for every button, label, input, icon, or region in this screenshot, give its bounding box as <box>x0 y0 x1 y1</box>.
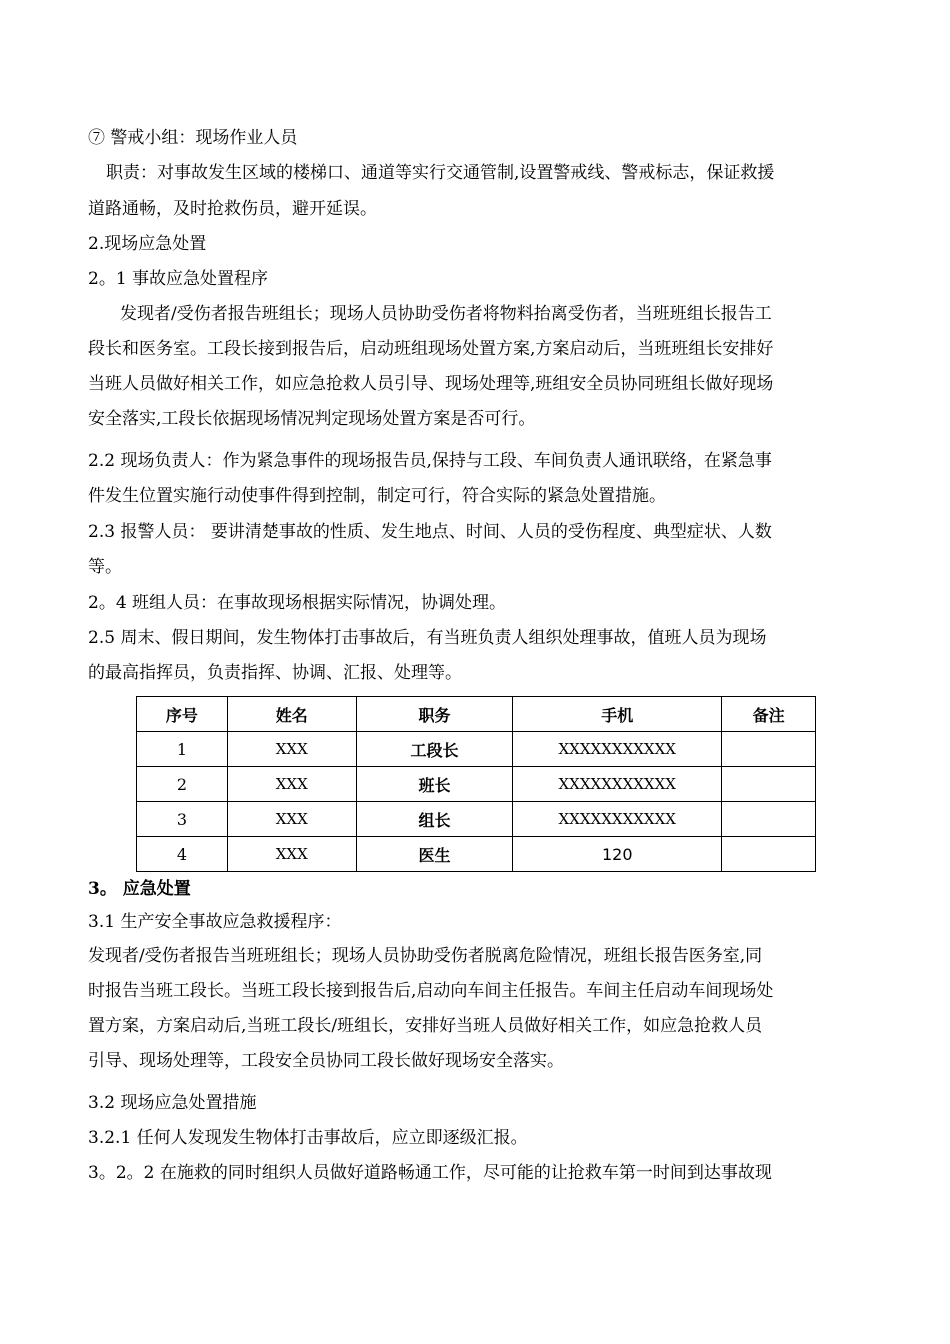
header-cell: 手机 <box>513 697 722 732</box>
cell-index: 1 <box>137 732 228 767</box>
text-line: 当班人员做好相关工作，如应急抢救人员引导、现场处理等,班组安全员协同班组长做好现场 <box>88 374 774 394</box>
header-cell: 职务 <box>356 697 513 732</box>
cell-note <box>722 767 816 802</box>
table-header-row <box>137 697 816 732</box>
text-line: 2。4 班组人员：在事故现场根据实际情况，协调处理。 <box>88 593 507 613</box>
text-line: 等。 <box>88 557 122 577</box>
text-line: 2.2 现场负责人：作为紧急事件的现场报告员,保持与工段、车间负责人通讯联络，在紧急事 <box>88 451 772 471</box>
cell-name: XXX <box>227 802 356 837</box>
table-row <box>137 837 816 872</box>
cell-duty: 医生 <box>356 837 513 872</box>
text-line: 3.2.1 任何人发现发生物体打击事故后，应立即逐级汇报。 <box>88 1128 528 1148</box>
text-line: 段长和医务室。工段长接到报告后，启动班组现场处置方案,方案启动后，当班班组长安排好 <box>88 339 774 359</box>
table-row <box>137 732 816 767</box>
text-line: 2.3 报警人员： 要讲清楚事故的性质、发生地点、时间、人员的受伤程度、典型症状、人数 <box>88 522 772 542</box>
cell-index: 2 <box>137 767 228 802</box>
cell-name: XXX <box>227 732 356 767</box>
text-line: 发现者/受伤者报告当班班组长；现场人员协助受伤者脱离危险情况，班组长报告医务室,同 <box>88 946 763 966</box>
subsection-heading: 2。1 事故应急处置程序 <box>88 269 269 289</box>
text-line: 道路通畅，及时抢救伤员，避开延误。 <box>88 199 377 219</box>
text-line: 的最高指挥员，负责指挥、协调、汇报、处理等。 <box>88 663 462 683</box>
cell-duty: 班长 <box>356 767 513 802</box>
cell-note <box>722 732 816 767</box>
table-row <box>137 802 816 837</box>
contact-table <box>136 696 816 872</box>
header-cell: 备注 <box>722 697 816 732</box>
header-cell: 姓名 <box>227 697 356 732</box>
cell-phone: 120 <box>513 837 722 872</box>
cell-duty: 工段长 <box>356 732 513 767</box>
table-row <box>137 767 816 802</box>
text-line: 时报告当班工段长。当班工段长接到报告后,启动向车间主任报告。车间主任启动车间现场处 <box>88 981 774 1001</box>
text-line: ⑦ 警戒小组：现场作业人员 <box>88 128 298 148</box>
cell-phone: XXXXXXXXXXX <box>513 767 722 802</box>
subsection-heading: 3.2 现场应急处置措施 <box>88 1093 257 1113</box>
cell-note <box>722 837 816 872</box>
cell-index: 4 <box>137 837 228 872</box>
text-line: 安全落实,工段长依据现场情况判定现场处置方案是否可行。 <box>88 409 536 429</box>
text-line: 引导、现场处理等，工段安全员协同工段长做好现场安全落实。 <box>88 1051 564 1071</box>
text-line: 3。2。2 在施救的同时组织人员做好道路畅通工作，尽可能的让抢救车第一时间到达事故现 <box>88 1163 772 1183</box>
cell-name: XXX <box>227 837 356 872</box>
text-line: 发现者/受伤者报告班组长；现场人员协助受伤者将物料抬离受伤者，当班班组长报告工 <box>120 304 772 324</box>
cell-phone: XXXXXXXXXXX <box>513 802 722 837</box>
cell-note <box>722 802 816 837</box>
text-line: 职责：对事故发生区域的楼梯口、通道等实行交通管制,设置警戒线、警戒标志，保证救援 <box>106 163 775 183</box>
text-line: 2.5 周末、假日期间，发生物体打击事故后，有当班负责人组织处理事故，值班人员为现场 <box>88 628 767 648</box>
cell-name: XXX <box>227 767 356 802</box>
cell-phone: XXXXXXXXXXX <box>513 732 722 767</box>
cell-duty: 组长 <box>356 802 513 837</box>
text-line: 置方案，方案启动后,当班工段长/班组长，安排好当班人员做好相关工作，如应急抢救人员 <box>88 1016 763 1036</box>
cell-index: 3 <box>137 802 228 837</box>
subsection-heading: 3.1 生产安全事故应急救援程序： <box>88 912 342 932</box>
section-heading: 2.现场应急处置 <box>88 234 207 254</box>
text-line: 件发生位置实施行动使事件得到控制，制定可行，符合实际的紧急处置措施。 <box>88 486 666 506</box>
section-heading: 3。 应急处置 <box>88 879 191 899</box>
header-cell: 序号 <box>137 697 228 732</box>
